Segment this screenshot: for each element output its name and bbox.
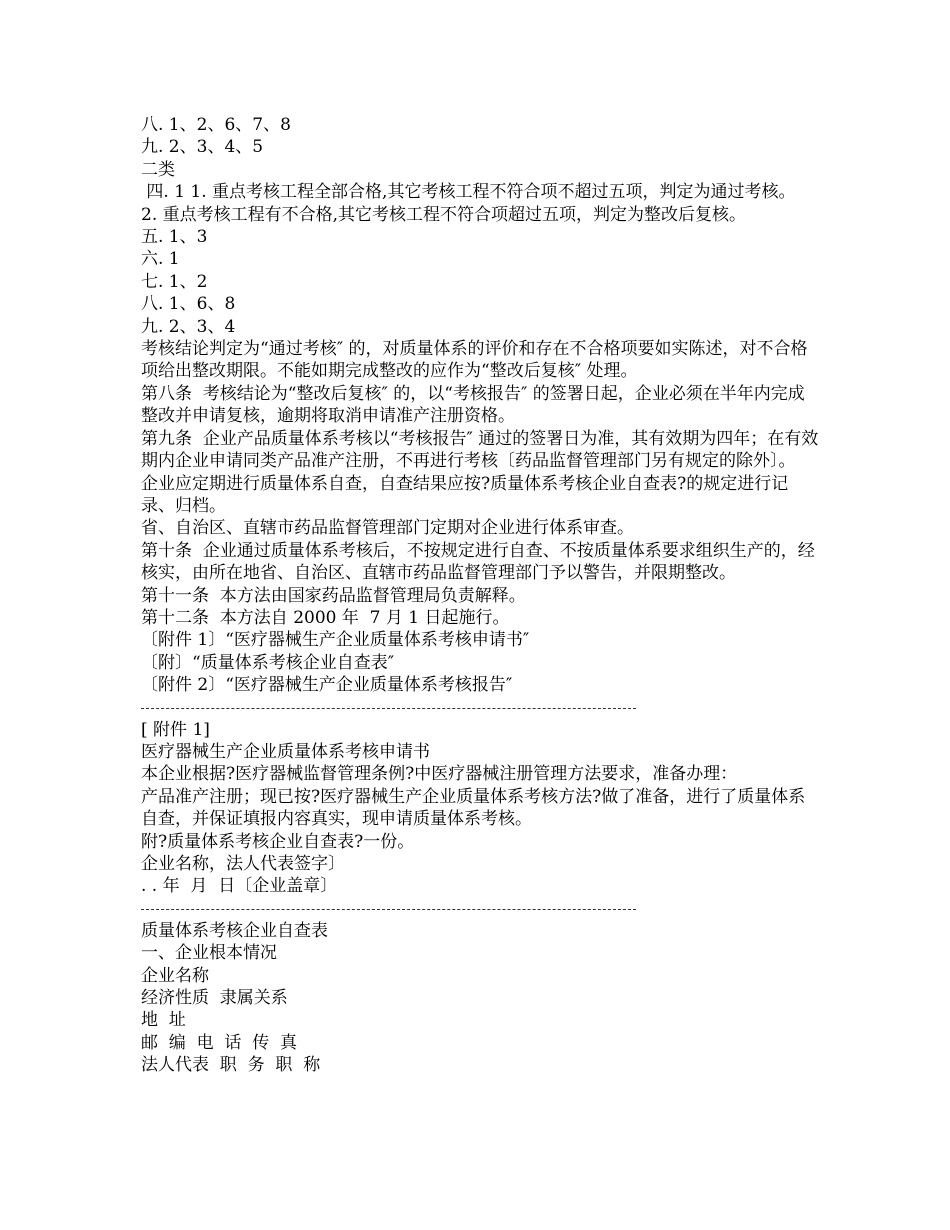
- attachment-ref-1: 〔附件 1〕“医疗器械生产企业质量体系考核申请书″: [141, 630, 530, 651]
- list-item: 八. 1、2、6、7、8: [141, 115, 291, 135]
- form-field-label: 邮 编 电 话 传 真: [141, 1032, 298, 1053]
- article-12: 第十二条 本方法自 2000 年 7 月 1 日起施行。: [141, 607, 510, 628]
- form-field-label: 地 址: [141, 1010, 186, 1031]
- paragraph: 考核结论判定为“通过考核″ 的，对质量体系的评价和存在不合格项要如实陈述，对不合格项给出整改期限。不能如期完成整改的应作为“整改后复核″ 处理。: [141, 339, 808, 382]
- paragraph: 本企业根据?医疗器械监督管理条例?中医疗器械注册管理方法要求，准备办理：: [141, 764, 738, 785]
- date-seal-line: . . 年 月 日〔企业盖章〕: [141, 876, 338, 897]
- form-field-label: 经济性质 隶属关系: [141, 988, 288, 1009]
- article-10: 第十条 企业通过质量体系考核后，不按规定进行自查、不按质量体系要求组织生产的，经核实，由所在地省、自治区、直辖市药品监督管理部门予以警告，并限期整改。: [141, 540, 815, 584]
- list-item: 五. 1、3: [141, 227, 208, 248]
- document-page: [141, 114, 821, 1077]
- section-divider: [141, 708, 636, 709]
- list-item: 六. 1: [141, 249, 180, 270]
- paragraph: 企业应定期进行质量体系自查，自查结果应按?质量体系考核企业自查表?的规定进行记录、归档。: [141, 473, 789, 516]
- section-divider: [141, 909, 636, 910]
- list-item: 九. 2、3、4: [141, 316, 236, 337]
- list-item: 八. 1、6、8: [141, 294, 236, 315]
- paragraph: 产品准产注册；现已按?医疗器械生产企业质量体系考核方法?做了准备，进行了质量体系自查，并保证填报内容真实，现申请质量体系考核。: [141, 786, 806, 830]
- selfcheck-heading: 一、企业根本情况: [141, 943, 277, 964]
- attachment-ref-appendix: 〔附〕“质量体系考核企业自查表″: [141, 652, 395, 673]
- section-label: 二类: [141, 159, 175, 180]
- form-field-label: 法人代表 职 务 职 称: [141, 1055, 321, 1076]
- list-item: 七. 1、2: [141, 271, 208, 292]
- list-item: 九. 2、3、4、5: [141, 137, 264, 158]
- paragraph: 省、自治区、直辖市药品监督管理部门定期对企业进行体系审查。: [141, 518, 634, 539]
- attachment-ref-2: 〔附件 2〕“医疗器械生产企业质量体系考核报告″: [141, 675, 513, 696]
- paragraph: 四. 1 1. 重点考核工程全部合格,其它考核工程不符合项不超过五项，判定为通过考核。: [141, 182, 796, 203]
- attachment-tag: [ 附件 1]: [141, 719, 210, 740]
- form-field-label: 企业名称: [141, 965, 209, 986]
- selfcheck-title: 质量体系考核企业自查表: [141, 920, 328, 941]
- signature-line: 企业名称，法人代表签字〕: [141, 854, 345, 874]
- article-11: 第十一条 本方法由国家药品监督管理局负责解释。: [141, 585, 526, 606]
- article-8: 第八条 考核结论为“整改后复核″ 的，以“考核报告″ 的签署日起，企业必须在半年内完成整改并申请复核，逾期将取消申请准产注册资格。: [141, 383, 805, 427]
- attachment-title: 医疗器械生产企业质量体系考核申请书: [141, 741, 430, 762]
- article-9: 第九条 企业产品质量体系考核以“考核报告″ 通过的签署日为准，其有效期为四年；在有效期内企业申请同类产品准产注册，不再进行考核〔药品监督管理部门另有规定的除外〕。: [141, 428, 819, 472]
- paragraph: 附?质量体系考核企业自查表?一份。: [141, 831, 415, 852]
- paragraph: 2. 重点考核工程有不合格,其它考核工程不符合项超过五项，判定为整改后复核。: [141, 204, 747, 225]
